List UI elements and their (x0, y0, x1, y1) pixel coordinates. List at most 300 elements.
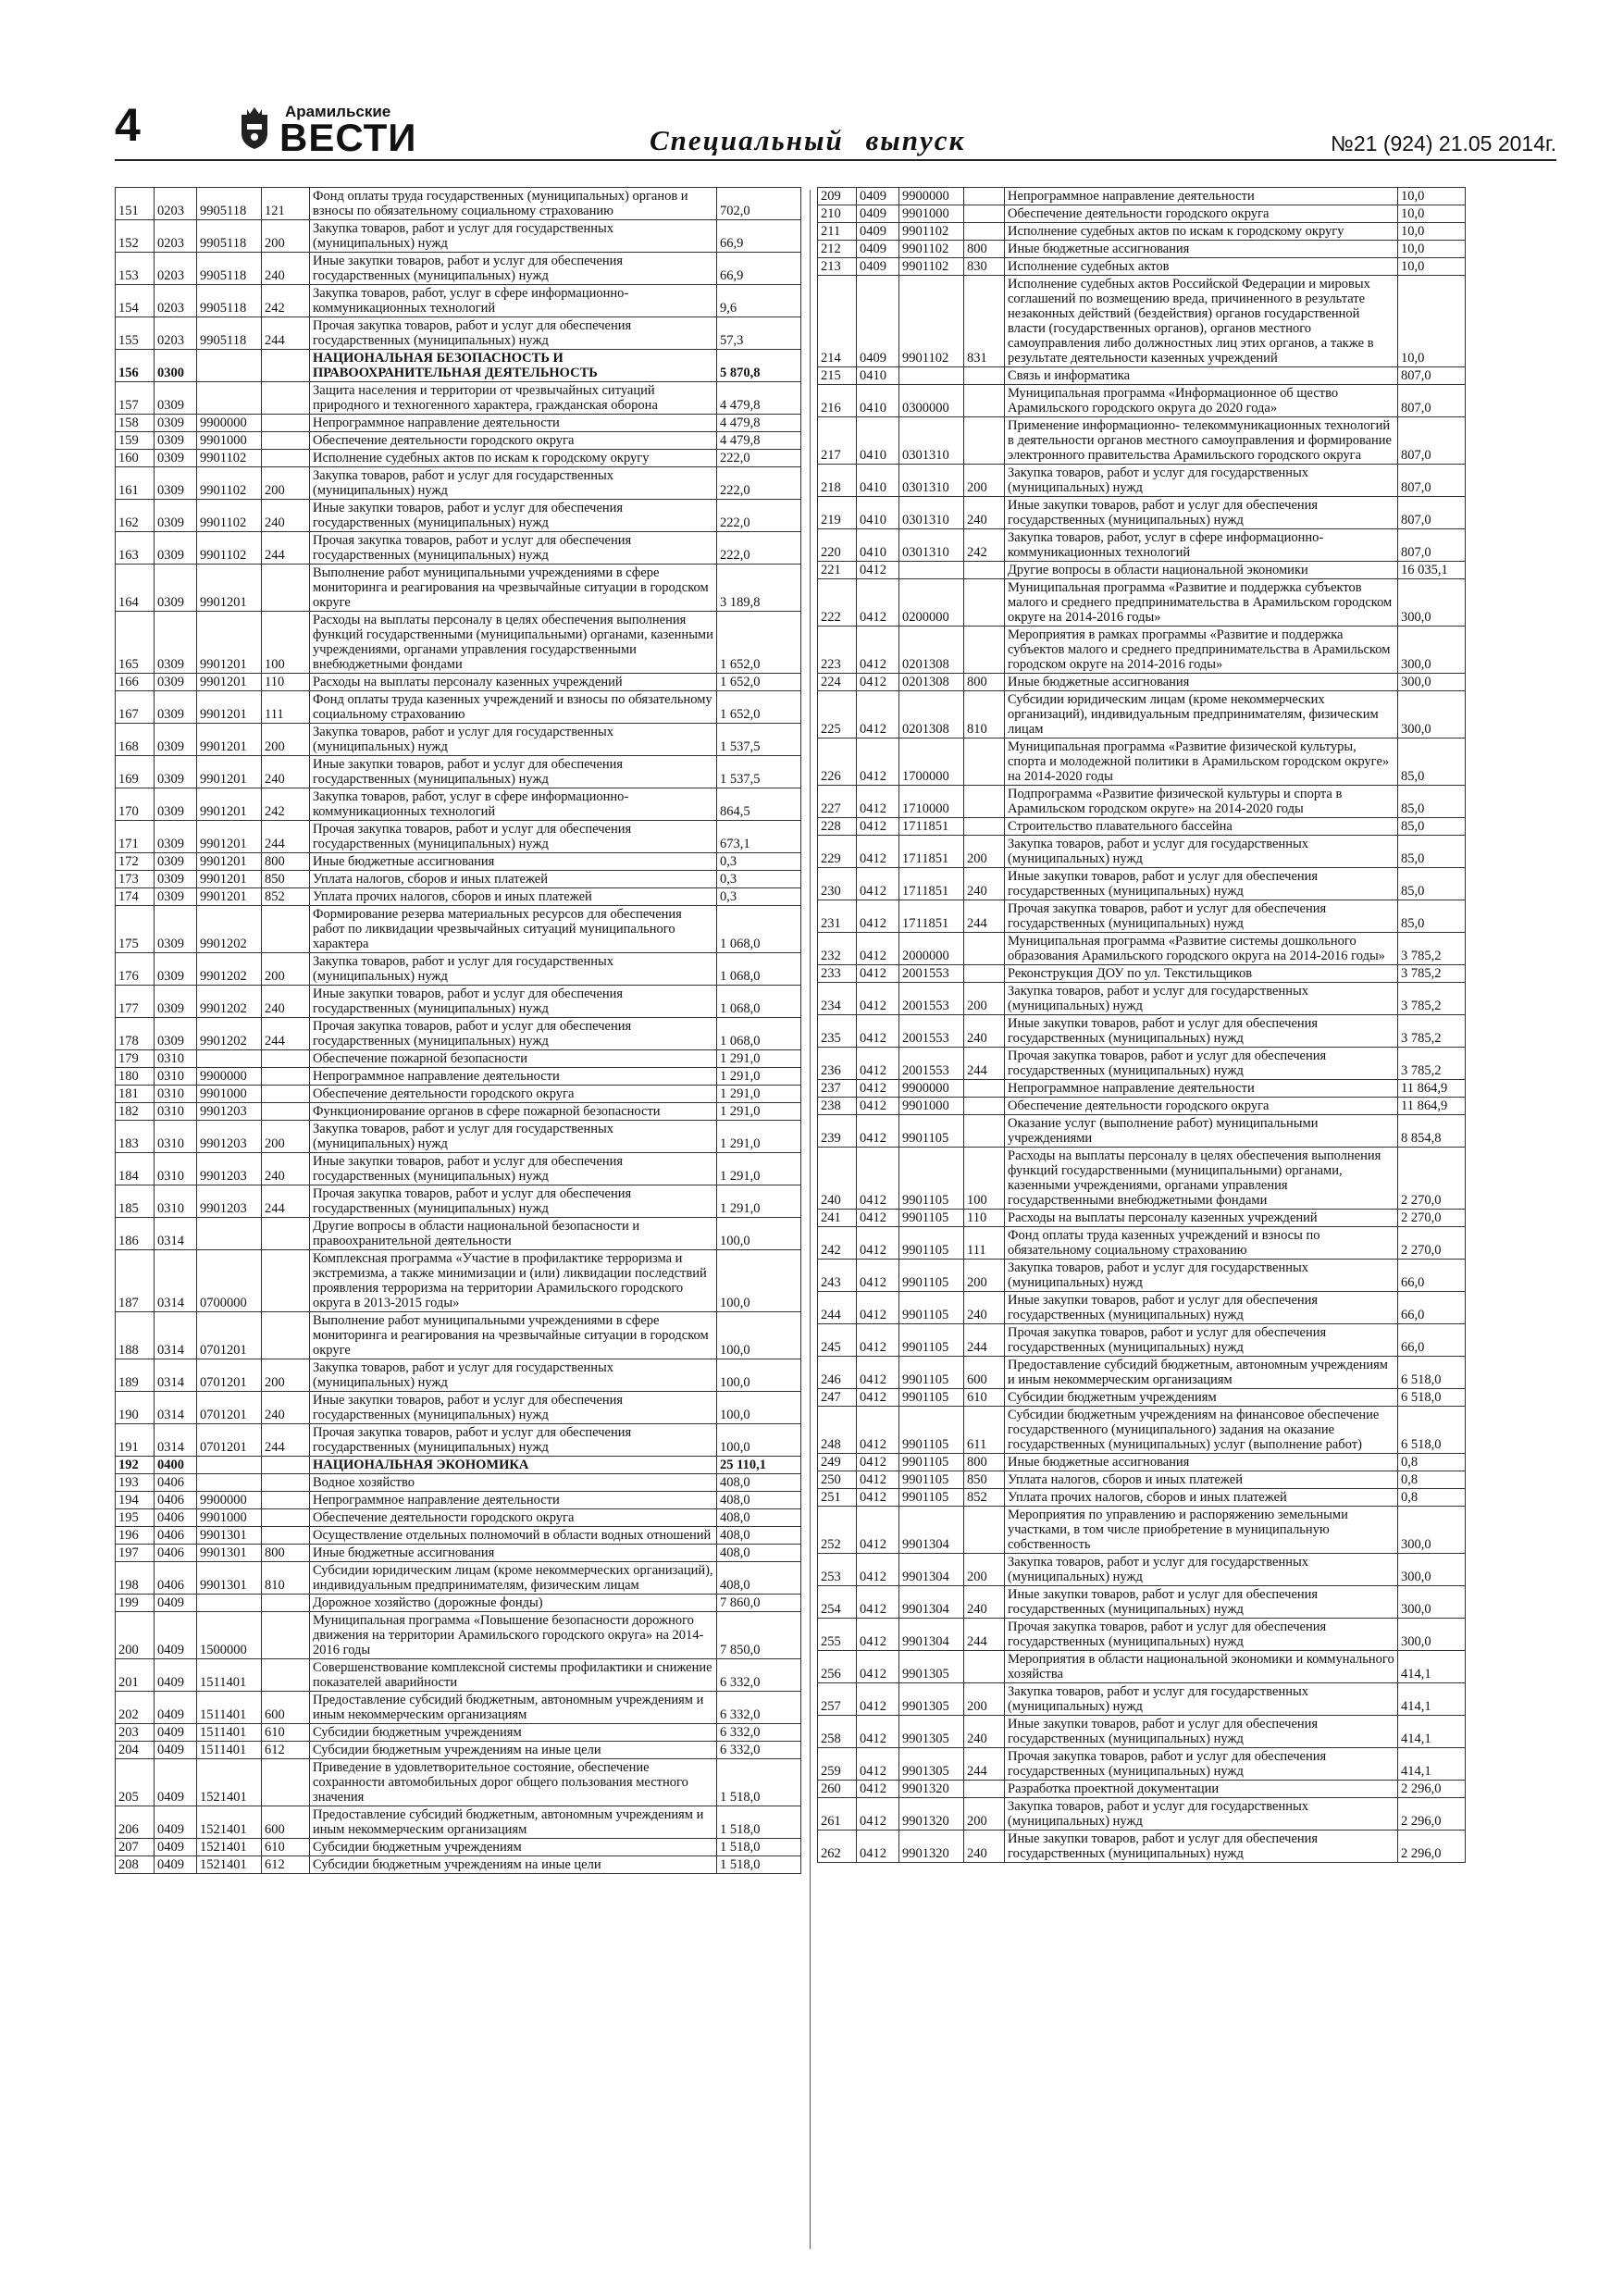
expense-type-cell (262, 382, 310, 415)
table-row (818, 691, 1466, 738)
target-code-cell: 9901304 (899, 1507, 964, 1554)
section-code-cell: 0412 (857, 1716, 899, 1748)
item-name-cell: Иные закупки товаров, работ и услуг для обеспечения государственных (муниципальных) нужд (310, 253, 717, 285)
item-name-cell: Иные закупки товаров, работ и услуг для обеспечения государственных (муниципальных) нужд (310, 1153, 717, 1185)
amount-cell: 0,3 (717, 888, 801, 906)
target-code-cell: 1711851 (899, 900, 964, 933)
item-name-cell: Иные бюджетные ассигнования (310, 853, 717, 871)
table-row (818, 1454, 1466, 1471)
row-number-cell: 178 (116, 1018, 155, 1050)
section-code-cell: 0314 (155, 1250, 197, 1312)
table-row (116, 450, 801, 467)
table-row (116, 1392, 801, 1424)
expense-type-cell (964, 818, 1005, 836)
section-code-cell: 0412 (857, 868, 899, 900)
section-code-cell: 0409 (155, 1692, 197, 1724)
section-code-cell: 0409 (857, 205, 899, 223)
target-code-cell: 0201308 (899, 627, 964, 674)
expense-type-cell: 600 (262, 1692, 310, 1724)
target-code-cell: 9901000 (899, 1098, 964, 1115)
expense-type-cell: 600 (262, 1806, 310, 1839)
section-code-cell: 0300 (155, 350, 197, 382)
expense-type-cell: 244 (262, 317, 310, 350)
row-number-cell: 200 (116, 1612, 155, 1659)
table-row (818, 562, 1466, 579)
table-row (116, 220, 801, 253)
amount-cell: 85,0 (1398, 836, 1466, 868)
amount-cell: 6 332,0 (717, 1742, 801, 1759)
amount-cell: 414,1 (1398, 1683, 1466, 1716)
amount-cell: 3 785,2 (1398, 933, 1466, 965)
expense-type-cell: 200 (964, 836, 1005, 868)
expense-type-cell (964, 786, 1005, 818)
item-name-cell: Закупка товаров, работ и услуг для государственных (муниципальных) нужд (310, 220, 717, 253)
target-code-cell: 1521401 (197, 1856, 262, 1874)
target-code-cell: 1710000 (899, 786, 964, 818)
table-row (818, 1292, 1466, 1324)
amount-cell: 85,0 (1398, 786, 1466, 818)
target-code-cell: 9901105 (899, 1210, 964, 1227)
expense-type-cell: 610 (964, 1389, 1005, 1407)
expense-type-cell: 200 (964, 983, 1005, 1015)
section-code-cell: 0409 (155, 1659, 197, 1692)
amount-cell: 0,8 (1398, 1454, 1466, 1471)
item-name-cell: Выполнение работ муниципальными учреждениями в сфере мониторинга и реагирования на чрезвычайные ситуации в городском округе (310, 1312, 717, 1359)
table-row (116, 1185, 801, 1218)
table-row (818, 1586, 1466, 1619)
table-row (818, 1015, 1466, 1048)
target-code-cell: 9901305 (899, 1651, 964, 1683)
expense-type-cell: 100 (262, 612, 310, 674)
amount-cell: 300,0 (1398, 579, 1466, 627)
item-name-cell: Субсидии юридическим лицам (кроме некоммерческих организаций), индивидуальным предпринимателям, физическим лицам (310, 1562, 717, 1595)
section-code-cell: 0310 (155, 1153, 197, 1185)
amount-cell: 807,0 (1398, 385, 1466, 417)
amount-cell: 1 537,5 (717, 756, 801, 788)
expense-type-cell: 121 (262, 188, 310, 220)
item-name-cell: Обеспечение деятельности городского округа (1005, 1098, 1398, 1115)
target-code-cell: 1521401 (197, 1806, 262, 1839)
row-number-cell: 230 (818, 868, 857, 900)
section-code-cell: 0410 (857, 497, 899, 529)
section-code-cell: 0412 (857, 579, 899, 627)
section-code-cell: 0412 (857, 1831, 899, 1863)
target-code-cell: 9901305 (899, 1683, 964, 1716)
amount-cell: 10,0 (1398, 276, 1466, 367)
section-code-cell: 0406 (155, 1562, 197, 1595)
target-code-cell: 0201308 (899, 691, 964, 738)
item-name-cell: Обеспечение деятельности городского округа (310, 432, 717, 450)
section-code-cell: 0410 (857, 465, 899, 497)
target-code-cell (197, 1457, 262, 1474)
target-code-cell: 9901201 (197, 788, 262, 821)
target-code-cell: 0301310 (899, 497, 964, 529)
table-row (818, 1048, 1466, 1080)
target-code-cell: 9901105 (899, 1489, 964, 1507)
amount-cell: 25 110,1 (717, 1457, 801, 1474)
section-code-cell: 0309 (155, 821, 197, 853)
table-row (116, 691, 801, 724)
section-code-cell: 0412 (857, 1324, 899, 1357)
expense-type-cell: 800 (262, 853, 310, 871)
table-row (116, 906, 801, 953)
item-name-cell: Муниципальная программа «Развитие системы дошкольного образования Арамильского городского округа на 2014-2016 годы» (1005, 933, 1398, 965)
item-name-cell: Прочая закупка товаров, работ и услуг для обеспечения государственных (муниципальных) нужд (310, 1018, 717, 1050)
expense-type-cell (262, 1050, 310, 1068)
table-row (116, 1692, 801, 1724)
row-number-cell: 221 (818, 562, 857, 579)
row-number-cell: 229 (818, 836, 857, 868)
expense-type-cell: 240 (262, 253, 310, 285)
item-name-cell: Непрограммное направление деятельности (310, 1492, 717, 1509)
section-code-cell: 0412 (857, 1048, 899, 1080)
table-row (116, 1839, 801, 1856)
target-code-cell: 9900000 (899, 188, 964, 205)
section-code-cell: 0412 (857, 1489, 899, 1507)
item-name-cell: Оказание услуг (выполнение работ) муниципальными учреждениями (1005, 1115, 1398, 1148)
expense-type-cell: 600 (964, 1357, 1005, 1389)
amount-cell: 10,0 (1398, 258, 1466, 276)
target-code-cell: 9901203 (197, 1121, 262, 1153)
table-row (818, 1716, 1466, 1748)
table-row (116, 1806, 801, 1839)
section-code-cell: 0412 (857, 1357, 899, 1389)
table-row (818, 1781, 1466, 1798)
table-row (818, 900, 1466, 933)
target-code-cell: 1711851 (899, 836, 964, 868)
expense-type-cell: 111 (964, 1227, 1005, 1260)
expense-type-cell: 240 (964, 1831, 1005, 1863)
target-code-cell: 1711851 (899, 868, 964, 900)
item-name-cell: Прочая закупка товаров, работ и услуг для обеспечения государственных (муниципальных) нужд (310, 1185, 717, 1218)
item-name-cell: Прочая закупка товаров, работ и услуг для обеспечения государственных (муниципальных) нужд (1005, 1619, 1398, 1651)
amount-cell: 414,1 (1398, 1748, 1466, 1781)
expense-type-cell: 244 (262, 1018, 310, 1050)
row-number-cell: 168 (116, 724, 155, 756)
section-code-cell: 0409 (155, 1595, 197, 1612)
item-name-cell: Разработка проектной документации (1005, 1781, 1398, 1798)
table-row (818, 933, 1466, 965)
row-number-cell: 220 (818, 529, 857, 562)
item-name-cell: Обеспечение деятельности городского округа (310, 1086, 717, 1103)
target-code-cell: 9900000 (899, 1080, 964, 1098)
table-row (116, 1086, 801, 1103)
row-number-cell: 158 (116, 415, 155, 432)
amount-cell: 85,0 (1398, 900, 1466, 933)
section-code-cell: 0309 (155, 674, 197, 691)
target-code-cell: 9901203 (197, 1153, 262, 1185)
row-number-cell: 242 (818, 1227, 857, 1260)
row-number-cell: 156 (116, 350, 155, 382)
section-code-cell: 0412 (857, 1748, 899, 1781)
amount-cell: 1 291,0 (717, 1185, 801, 1218)
table-row (818, 1098, 1466, 1115)
target-code-cell: 9901201 (197, 853, 262, 871)
row-number-cell: 170 (116, 788, 155, 821)
expense-type-cell: 200 (964, 465, 1005, 497)
table-row (818, 1148, 1466, 1210)
expense-type-cell: 612 (262, 1742, 310, 1759)
item-name-cell: Уплата прочих налогов, сборов и иных платежей (310, 888, 717, 906)
row-number-cell: 211 (818, 223, 857, 241)
expense-type-cell (262, 350, 310, 382)
amount-cell: 222,0 (717, 500, 801, 532)
item-name-cell: Уплата налогов, сборов и иных платежей (310, 871, 717, 888)
section-code-cell: 0406 (155, 1545, 197, 1562)
row-number-cell: 259 (818, 1748, 857, 1781)
table-row (818, 674, 1466, 691)
amount-cell: 3 785,2 (1398, 965, 1466, 983)
amount-cell: 9,6 (717, 285, 801, 317)
section-code-cell: 0409 (857, 258, 899, 276)
item-name-cell: Закупка товаров, работ и услуг для государственных (муниципальных) нужд (1005, 1260, 1398, 1292)
item-name-cell: Закупка товаров, работ, услуг в сфере информационно-коммуникационных технологий (310, 285, 717, 317)
row-number-cell: 197 (116, 1545, 155, 1562)
amount-cell: 11 864,9 (1398, 1098, 1466, 1115)
target-code-cell: 9901301 (197, 1545, 262, 1562)
row-number-cell: 238 (818, 1098, 857, 1115)
budget-table-left-body (116, 188, 801, 1874)
table-row (116, 871, 801, 888)
header-rule (115, 159, 1556, 161)
expense-type-cell: 244 (964, 900, 1005, 933)
amount-cell: 807,0 (1398, 367, 1466, 385)
target-code-cell: 9901102 (899, 276, 964, 367)
expense-type-cell (964, 1080, 1005, 1098)
amount-cell: 300,0 (1398, 1507, 1466, 1554)
section-code-cell: 0406 (155, 1527, 197, 1545)
target-code-cell: 2000000 (899, 933, 964, 965)
table-row (116, 1153, 801, 1185)
item-name-cell: Реконструкция ДОУ по ул. Текстильщиков (1005, 965, 1398, 983)
section-code-cell: 0309 (155, 953, 197, 986)
expense-type-cell: 244 (964, 1324, 1005, 1357)
row-number-cell: 182 (116, 1103, 155, 1121)
row-number-cell: 166 (116, 674, 155, 691)
row-number-cell: 185 (116, 1185, 155, 1218)
amount-cell: 408,0 (717, 1509, 801, 1527)
row-number-cell: 184 (116, 1153, 155, 1185)
row-number-cell: 163 (116, 532, 155, 565)
expense-type-cell: 810 (964, 691, 1005, 738)
item-name-cell: Исполнение судебных актов по искам к городскому округу (310, 450, 717, 467)
table-row (116, 500, 801, 532)
amount-cell: 1 291,0 (717, 1068, 801, 1086)
target-code-cell: 9901201 (197, 674, 262, 691)
row-number-cell: 157 (116, 382, 155, 415)
expense-type-cell: 244 (262, 821, 310, 853)
table-row (116, 467, 801, 500)
amount-cell: 85,0 (1398, 868, 1466, 900)
table-row (116, 532, 801, 565)
target-code-cell: 9901301 (197, 1527, 262, 1545)
page-header (0, 0, 1623, 162)
amount-cell: 100,0 (717, 1218, 801, 1250)
section-code-cell: 0409 (857, 188, 899, 205)
item-name-cell: Непрограммное направление деятельности (1005, 1080, 1398, 1098)
expense-type-cell: 110 (262, 674, 310, 691)
item-name-cell: Иные бюджетные ассигнования (1005, 241, 1398, 258)
item-name-cell: Мероприятия в рамках программы «Развитие и поддержка субъектов малого и среднего предпринимательства в Арамильском городском округе на 2014-2016 годы» (1005, 627, 1398, 674)
row-number-cell: 233 (818, 965, 857, 983)
target-code-cell: 9901102 (899, 241, 964, 258)
section-code-cell: 0412 (857, 836, 899, 868)
crest-icon (239, 105, 270, 150)
section-code-cell: 0406 (155, 1492, 197, 1509)
target-code-cell: 9905118 (197, 253, 262, 285)
amount-cell: 300,0 (1398, 1586, 1466, 1619)
row-number-cell: 215 (818, 367, 857, 385)
table-row (116, 432, 801, 450)
item-name-cell: Фонд оплаты труда государственных (муниципальных) органов и взносы по обязательному социальному страхованию (310, 188, 717, 220)
item-name-cell: Закупка товаров, работ и услуг для государственных (муниципальных) нужд (310, 724, 717, 756)
row-number-cell: 209 (818, 188, 857, 205)
target-code-cell: 9901105 (899, 1260, 964, 1292)
amount-cell: 4 479,8 (717, 382, 801, 415)
item-name-cell: Осуществление отдельных полномочий в области водных отношений (310, 1527, 717, 1545)
section-code-cell: 0409 (155, 1856, 197, 1874)
expense-type-cell: 200 (964, 1554, 1005, 1586)
target-code-cell: 0201308 (899, 674, 964, 691)
row-number-cell: 180 (116, 1068, 155, 1086)
row-number-cell: 247 (818, 1389, 857, 1407)
expense-type-cell: 240 (262, 756, 310, 788)
row-number-cell: 249 (818, 1454, 857, 1471)
table-row (818, 1389, 1466, 1407)
target-code-cell: 9905118 (197, 317, 262, 350)
row-number-cell: 151 (116, 188, 155, 220)
target-code-cell: 9901201 (197, 565, 262, 612)
amount-cell: 807,0 (1398, 497, 1466, 529)
row-number-cell: 236 (818, 1048, 857, 1080)
table-row (116, 285, 801, 317)
item-name-cell: Применение информационно- телекоммуникационных технологий в деятельности органов местного самоуправления и формирование электронного правительства Арамильского городского округа (1005, 417, 1398, 465)
item-name-cell: Муниципальная программа «Развитие физической культуры, спорта и молодежной политики в Арамильском городском округе» на 2014-2020 годы (1005, 738, 1398, 786)
table-row (818, 1357, 1466, 1389)
section-code-cell: 0310 (155, 1121, 197, 1153)
target-code-cell: 9901105 (899, 1292, 964, 1324)
row-number-cell: 183 (116, 1121, 155, 1153)
item-name-cell: Прочая закупка товаров, работ и услуг для обеспечения государственных (муниципальных) нужд (310, 532, 717, 565)
target-code-cell: 1511401 (197, 1659, 262, 1692)
item-name-cell: Выполнение работ муниципальными учреждениями в сфере мониторинга и реагирования на чрезвычайные ситуации в городском округе (310, 565, 717, 612)
target-code-cell: 9901202 (197, 953, 262, 986)
amount-cell: 673,1 (717, 821, 801, 853)
issue-number: №21 (924) 21.05 2014г. (1331, 131, 1556, 155)
item-name-cell: Субсидии бюджетным учреждениям (310, 1839, 717, 1856)
row-number-cell: 204 (116, 1742, 155, 1759)
expense-type-cell: 240 (262, 986, 310, 1018)
section-code-cell: 0412 (857, 1507, 899, 1554)
row-number-cell: 225 (818, 691, 857, 738)
section-code-cell: 0310 (155, 1068, 197, 1086)
table-row (116, 1562, 801, 1595)
table-row (818, 1324, 1466, 1357)
table-row (818, 836, 1466, 868)
expense-type-cell: 110 (964, 1210, 1005, 1227)
amount-cell: 100,0 (717, 1250, 801, 1312)
item-name-cell: Функционирование органов в сфере пожарной безопасности (310, 1103, 717, 1121)
expense-type-cell: 830 (964, 258, 1005, 276)
target-code-cell (197, 1595, 262, 1612)
item-name-cell: Водное хозяйство (310, 1474, 717, 1492)
section-code-cell: 0310 (155, 1086, 197, 1103)
table-row (818, 1471, 1466, 1489)
item-name-cell: Исполнение судебных актов Российской Федерации и мировых соглашений по возмещению вреда, причиненного в результате незаконных действий (бездействия) органов государственной власти (государственных органов), органов местного самоуправления либо должностных лиц этих органов, а также в результате деятельности казенных учреждений (1005, 276, 1398, 367)
expense-type-cell: 852 (262, 888, 310, 906)
target-code-cell: 9901305 (899, 1716, 964, 1748)
table-row (116, 953, 801, 986)
table-row (116, 565, 801, 612)
expense-type-cell (262, 450, 310, 467)
section-code-cell: 0309 (155, 612, 197, 674)
amount-cell: 1 518,0 (717, 1856, 801, 1874)
section-code-cell: 0309 (155, 500, 197, 532)
item-name-cell: Закупка товаров, работ и услуг для государственных (муниципальных) нужд (1005, 465, 1398, 497)
amount-cell: 57,3 (717, 317, 801, 350)
expense-type-cell (964, 1115, 1005, 1148)
target-code-cell: 9901320 (899, 1781, 964, 1798)
item-name-cell: Расходы на выплаты персоналу в целях обеспечения выполнения функций государственными (муниципальными) органами, казенными учреждениями, органами управления государственными внебюджетными фондами (1005, 1148, 1398, 1210)
target-code-cell: 9901201 (197, 724, 262, 756)
target-code-cell (899, 562, 964, 579)
target-code-cell: 9901320 (899, 1798, 964, 1831)
target-code-cell: 9901201 (197, 691, 262, 724)
table-row (818, 223, 1466, 241)
section-code-cell: 0310 (155, 1103, 197, 1121)
target-code-cell (899, 367, 964, 385)
table-row (116, 1509, 801, 1527)
row-number-cell: 201 (116, 1659, 155, 1692)
item-name-cell: Иные закупки товаров, работ и услуг для обеспечения государственных (муниципальных) нужд (1005, 1831, 1398, 1863)
section-code-cell: 0409 (155, 1759, 197, 1806)
expense-type-cell (964, 1781, 1005, 1798)
table-row (818, 1683, 1466, 1716)
item-name-cell: Муниципальная программа «Информационное об щество Арамильского городского округа до 2020 года» (1005, 385, 1398, 417)
section-code-cell: 0203 (155, 220, 197, 253)
target-code-cell: 9901202 (197, 906, 262, 953)
item-name-cell: Защита населения и территории от чрезвычайных ситуаций природного и техногенного характера, гражданская оборона (310, 382, 717, 415)
item-name-cell: Иные бюджетные ассигнования (310, 1545, 717, 1562)
section-code-cell: 0412 (857, 1781, 899, 1798)
item-name-cell: Непрограммное направление деятельности (1005, 188, 1398, 205)
section-code-cell: 0309 (155, 853, 197, 871)
row-number-cell: 245 (818, 1324, 857, 1357)
table-row (818, 868, 1466, 900)
row-number-cell: 186 (116, 1218, 155, 1250)
target-code-cell: 0301310 (899, 417, 964, 465)
item-name-cell: Закупка товаров, работ и услуг для государственных (муниципальных) нужд (310, 1359, 717, 1392)
amount-cell: 4 479,8 (717, 415, 801, 432)
target-code-cell: 0701201 (197, 1424, 262, 1457)
expense-type-cell: 240 (262, 1153, 310, 1185)
row-number-cell: 189 (116, 1359, 155, 1392)
target-code-cell: 9901105 (899, 1454, 964, 1471)
item-name-cell: Подпрограмма «Развитие физической культуры и спорта в Арамильском городском округе» на 2014-2020 годы (1005, 786, 1398, 818)
table-row (818, 1507, 1466, 1554)
expense-type-cell: 200 (964, 1260, 1005, 1292)
section-code-cell: 0412 (857, 1651, 899, 1683)
section-code-cell: 0309 (155, 565, 197, 612)
target-code-cell: 9901000 (197, 1086, 262, 1103)
expense-type-cell: 200 (262, 467, 310, 500)
row-number-cell: 164 (116, 565, 155, 612)
target-code-cell: 0701201 (197, 1359, 262, 1392)
amount-cell: 16 035,1 (1398, 562, 1466, 579)
expense-type-cell: 244 (964, 1619, 1005, 1651)
target-code-cell: 9900000 (197, 1492, 262, 1509)
amount-cell: 100,0 (717, 1312, 801, 1359)
